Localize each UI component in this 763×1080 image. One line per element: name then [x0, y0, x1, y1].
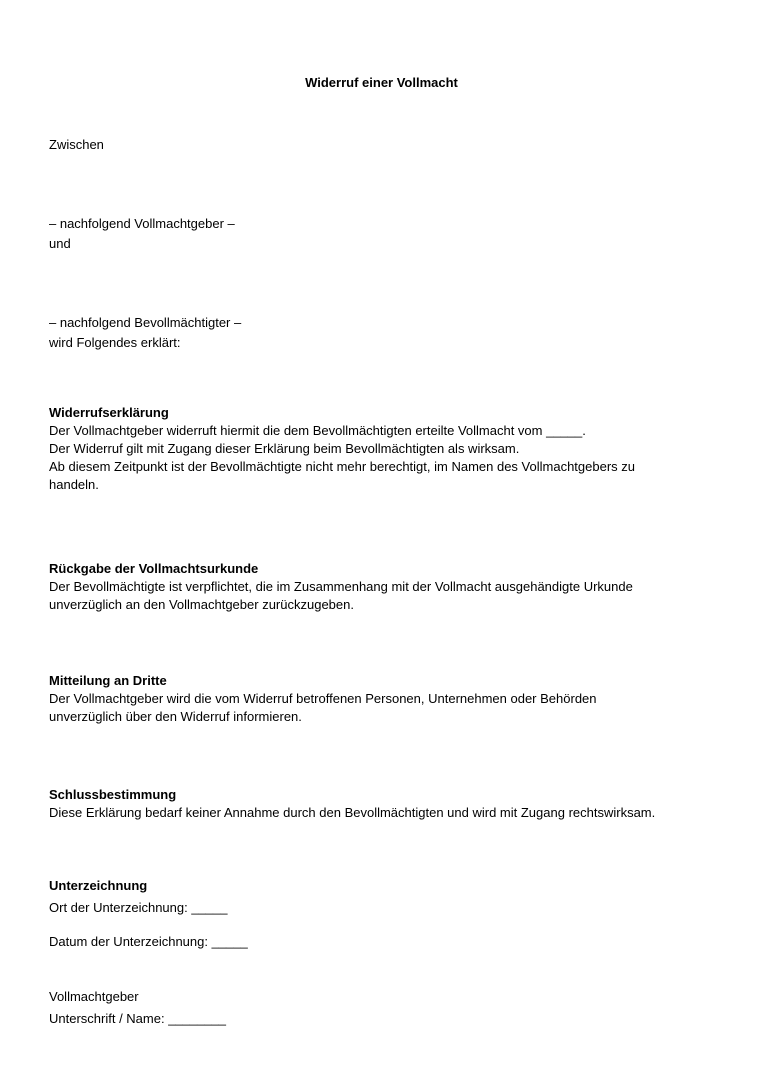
signing-date: Datum der Unterzeichnung: _____	[49, 934, 248, 949]
section-line: Der Vollmachtgeber widerruft hiermit die dem Bevollmächtigten erteilte Vollmacht vom _____.	[49, 423, 586, 438]
section-line: Diese Erklärung bedarf keiner Annahme durch den Bevollmächtigten und wird mit Zugang rechtswirksam.	[49, 805, 656, 820]
section-line: unverzüglich an den Vollmachtgeber zurückzugeben.	[49, 597, 354, 612]
parties-and: und	[49, 236, 71, 251]
signing-place: Ort der Unterzeichnung: _____	[49, 900, 228, 915]
section-heading: Schlussbestimmung	[49, 787, 177, 802]
section-line: Der Vollmachtgeber wird die vom Widerruf betroffenen Personen, Unternehmen oder Behörden	[49, 691, 597, 706]
section-line: handeln.	[49, 477, 99, 492]
section-final-provision	[49, 786, 729, 822]
signing-heading: Unterzeichnung	[49, 878, 148, 893]
section-notify-third-parties	[49, 672, 729, 726]
signature-line: Unterschrift / Name: ________	[49, 1011, 227, 1026]
section-line: unverzüglich über den Widerruf informieren.	[49, 709, 302, 724]
section-line: Der Bevollmächtigte ist verpflichtet, die im Zusammenhang mit der Vollmacht ausgehändigte Urkunde	[49, 579, 633, 594]
section-return-document	[49, 560, 729, 614]
parties-intro: Zwischen	[49, 137, 104, 152]
section-heading: Mitteilung an Dritte	[49, 673, 167, 688]
grantor-label: – nachfolgend Vollmachtgeber –	[49, 216, 235, 231]
section-revocation	[49, 404, 729, 494]
section-heading: Widerrufserklärung	[49, 405, 169, 420]
agent-label: – nachfolgend Bevollmächtigter –	[49, 315, 242, 330]
section-line: Ab diesem Zeitpunkt ist der Bevollmächtigte nicht mehr berechtigt, im Namen des Vollmachtgebers zu	[49, 459, 635, 474]
section-line: Der Widerruf gilt mit Zugang dieser Erklärung beim Bevollmächtigten als wirksam.	[49, 441, 520, 456]
declaration-intro: wird Folgendes erklärt:	[49, 335, 181, 350]
signer-role: Vollmachtgeber	[49, 989, 139, 1004]
section-heading: Rückgabe der Vollmachtsurkunde	[49, 561, 259, 576]
document-title: Widerruf einer Vollmacht	[305, 75, 458, 90]
